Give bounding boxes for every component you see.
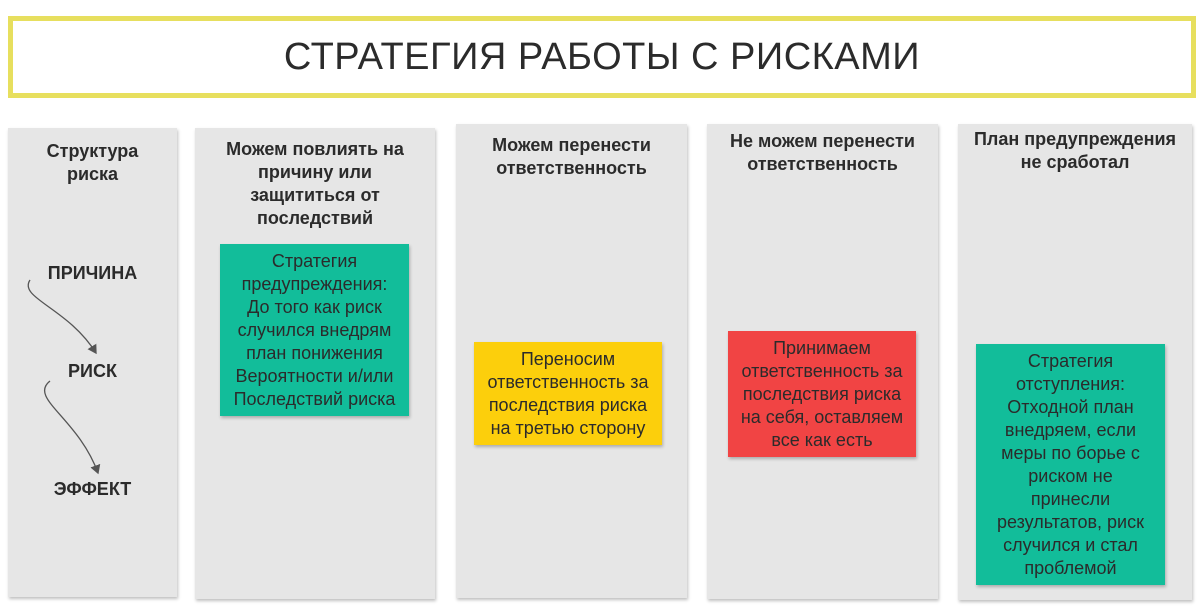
card-line: принесли	[1030, 488, 1111, 509]
card-line: До того как риск	[247, 296, 382, 317]
flow-arrows	[8, 128, 177, 597]
card-line: Принимаем	[773, 337, 871, 358]
title-box	[8, 16, 1196, 98]
column-fallback	[958, 124, 1192, 600]
arrow-risk-to-effect	[45, 381, 98, 473]
card-line: Отходной план	[1007, 396, 1134, 417]
heading-line: не сработал	[1020, 152, 1130, 172]
card-line: отступления:	[1015, 373, 1126, 394]
arrow-cause-to-risk	[28, 280, 96, 353]
heading-line: риска	[66, 164, 119, 184]
column-heading	[707, 130, 938, 176]
card-line: проблемой	[1024, 557, 1117, 578]
card-line: Вероятности и/или	[235, 365, 394, 386]
card-line: все как есть	[771, 429, 873, 450]
strategy-card-prevention	[220, 244, 409, 416]
column-risk-structure	[8, 128, 177, 597]
card-line: случился внедрям	[237, 319, 392, 340]
card-line: ответственность за	[741, 360, 903, 381]
heading-line: ответственность	[496, 158, 647, 178]
heading-line: защититься от	[250, 185, 380, 205]
heading-line: Не можем перенести	[730, 131, 915, 151]
strategy-card-fallback	[976, 344, 1165, 585]
card-line: последствия риска	[488, 394, 648, 415]
card-line: внедряем, если	[1004, 419, 1137, 440]
card-line: риском не	[1028, 465, 1113, 486]
card-line: предупреждения:	[241, 273, 388, 294]
column-heading	[456, 134, 687, 180]
page-title: СТРАТЕГИЯ РАБОТЫ С РИСКАМИ	[283, 35, 921, 78]
step-cause: ПРИЧИНА	[47, 263, 138, 283]
step-risk: РИСК	[68, 361, 117, 381]
card-line: результатов, риск	[997, 511, 1144, 532]
card-line: на себя, оставляем	[740, 406, 904, 427]
heading-line: причину или	[258, 162, 372, 182]
heading-line: План предупреждения	[973, 129, 1177, 149]
card-line: план понижения	[246, 342, 383, 363]
strategy-card-accept	[728, 331, 916, 457]
column-transfer	[456, 124, 687, 598]
card-line: Стратегия	[271, 250, 358, 271]
column-accept	[707, 124, 938, 599]
step-effect: ЭФФЕКТ	[53, 479, 132, 499]
card-line: Переносим	[520, 348, 616, 369]
heading-line: последствий	[256, 208, 374, 228]
column-influence	[195, 128, 435, 599]
heading-line: ответственность	[747, 154, 898, 174]
heading-line: Можем перенести	[492, 135, 651, 155]
column-heading	[958, 128, 1192, 174]
card-line: ответственность за	[487, 371, 649, 392]
card-line: на третью сторону	[490, 417, 646, 438]
card-line: последствия риска	[742, 383, 902, 404]
strategy-card-transfer	[474, 342, 662, 445]
heading-line: Структура	[46, 141, 139, 161]
card-line: случился и стал	[1003, 534, 1138, 555]
card-line: меры по борье с	[1001, 442, 1140, 463]
card-line: Стратегия	[1027, 350, 1114, 371]
heading-line: Можем повлиять на	[226, 139, 404, 159]
column-heading	[195, 138, 435, 230]
card-line: Последствий риска	[233, 388, 396, 409]
